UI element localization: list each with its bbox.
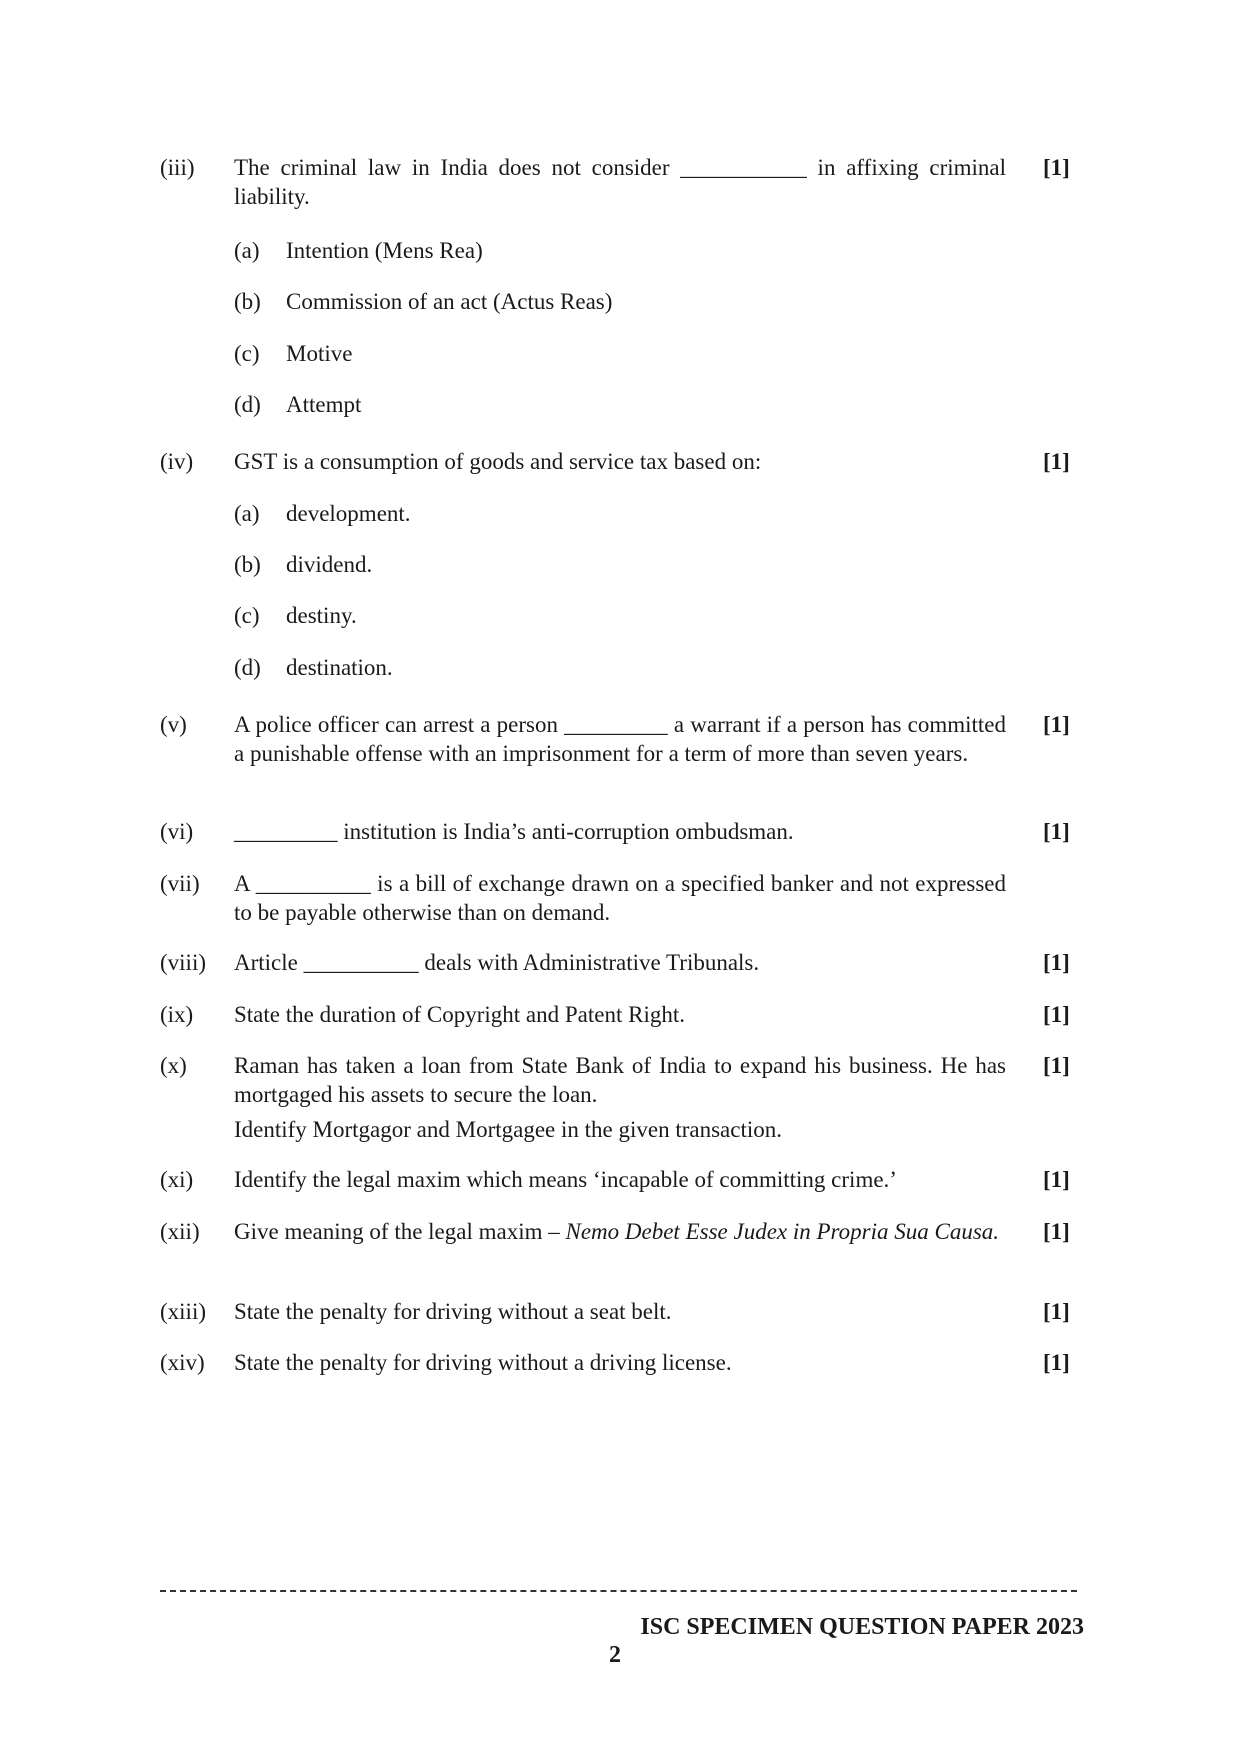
question-number: (xiv) <box>160 1350 205 1375</box>
question-subtext: Identify Mortgagor and Mortgagee in the given transaction. <box>234 1117 783 1142</box>
question-text: Identify the legal maxim which means ‘incapable of committing crime.’ <box>234 1167 897 1192</box>
question-text: Raman has taken a loan from State Bank of India to expand his business. He has mortgaged his assets to secure the loan. <box>234 1053 1006 1107</box>
question-body <box>234 1217 1006 1246</box>
page-number: 2 <box>609 1642 621 1668</box>
question-marks: [1] <box>1043 1002 1070 1027</box>
question-number: (xi) <box>160 1167 194 1192</box>
legal-maxim: Nemo Debet Esse Judex in Propria Sua Causa. <box>565 1219 1000 1244</box>
question-text: A __________ is a bill of exchange drawn on a specified banker and not expressed to be payable otherwise than on demand. <box>234 871 1006 925</box>
question-marks: [1] <box>1043 819 1070 844</box>
question-text: Give meaning of the legal maxim – <box>234 1219 566 1244</box>
question-marks: [1] <box>1043 712 1070 737</box>
question-text: State the duration of Copyright and Patent Right. <box>234 1002 685 1027</box>
footer-divider <box>160 1590 1077 1592</box>
question-marks: [1] <box>1043 155 1070 180</box>
option-label: (c) <box>234 603 260 628</box>
question-marks: [1] <box>1043 1167 1070 1192</box>
option-text: Motive <box>286 341 353 366</box>
option-label: (b) <box>234 552 261 577</box>
question-body <box>234 1051 1006 1144</box>
option-text: development. <box>286 501 411 526</box>
option-text: destination. <box>286 655 393 680</box>
option-label: (c) <box>234 341 260 366</box>
question-text: State the penalty for driving without a driving license. <box>234 1350 732 1375</box>
question-marks: [1] <box>1043 449 1070 474</box>
option-text: Attempt <box>286 392 362 417</box>
question-number: (xiii) <box>160 1299 206 1324</box>
question-number: (iv) <box>160 449 194 474</box>
question-number: (xii) <box>160 1219 200 1244</box>
option-label: (d) <box>234 392 261 417</box>
question-marks: [1] <box>1043 1350 1070 1375</box>
question-number: (v) <box>160 712 187 737</box>
question-number: (ix) <box>160 1002 194 1027</box>
question-text: _________ institution is India’s anti-corruption ombudsman. <box>234 819 794 844</box>
option-text: dividend. <box>286 552 373 577</box>
option-label: (b) <box>234 289 261 314</box>
question-text: A police officer can arrest a person _________ a warrant if a person has committed a punishable offense with an imprisonment for a term of more than seven years. <box>234 712 1006 766</box>
question-text: State the penalty for driving without a seat belt. <box>234 1299 672 1324</box>
question-number: (x) <box>160 1053 187 1078</box>
question-text: GST is a consumption of goods and service tax based on: <box>234 449 762 474</box>
option-text: destiny. <box>286 603 357 628</box>
option-text: Commission of an act (Actus Reas) <box>286 289 613 314</box>
question-marks: [1] <box>1043 1053 1070 1078</box>
question-number: (vi) <box>160 819 194 844</box>
footer-title: ISC SPECIMEN QUESTION PAPER 2023 <box>640 1614 1084 1640</box>
question-number: (iii) <box>160 155 195 180</box>
question-marks: [1] <box>1043 1219 1070 1244</box>
option-label: (a) <box>234 238 260 263</box>
question-marks: [1] <box>1043 950 1070 975</box>
question-marks: [1] <box>1043 1299 1070 1324</box>
question-number: (viii) <box>160 950 206 975</box>
question-number: (vii) <box>160 871 200 896</box>
question-text: Article __________ deals with Administrative Tribunals. <box>234 950 760 975</box>
option-text: Intention (Mens Rea) <box>286 238 483 263</box>
option-label: (d) <box>234 655 261 680</box>
option-label: (a) <box>234 501 260 526</box>
question-text: The criminal law in India does not consider ___________ in affixing criminal liability. <box>234 155 1006 209</box>
